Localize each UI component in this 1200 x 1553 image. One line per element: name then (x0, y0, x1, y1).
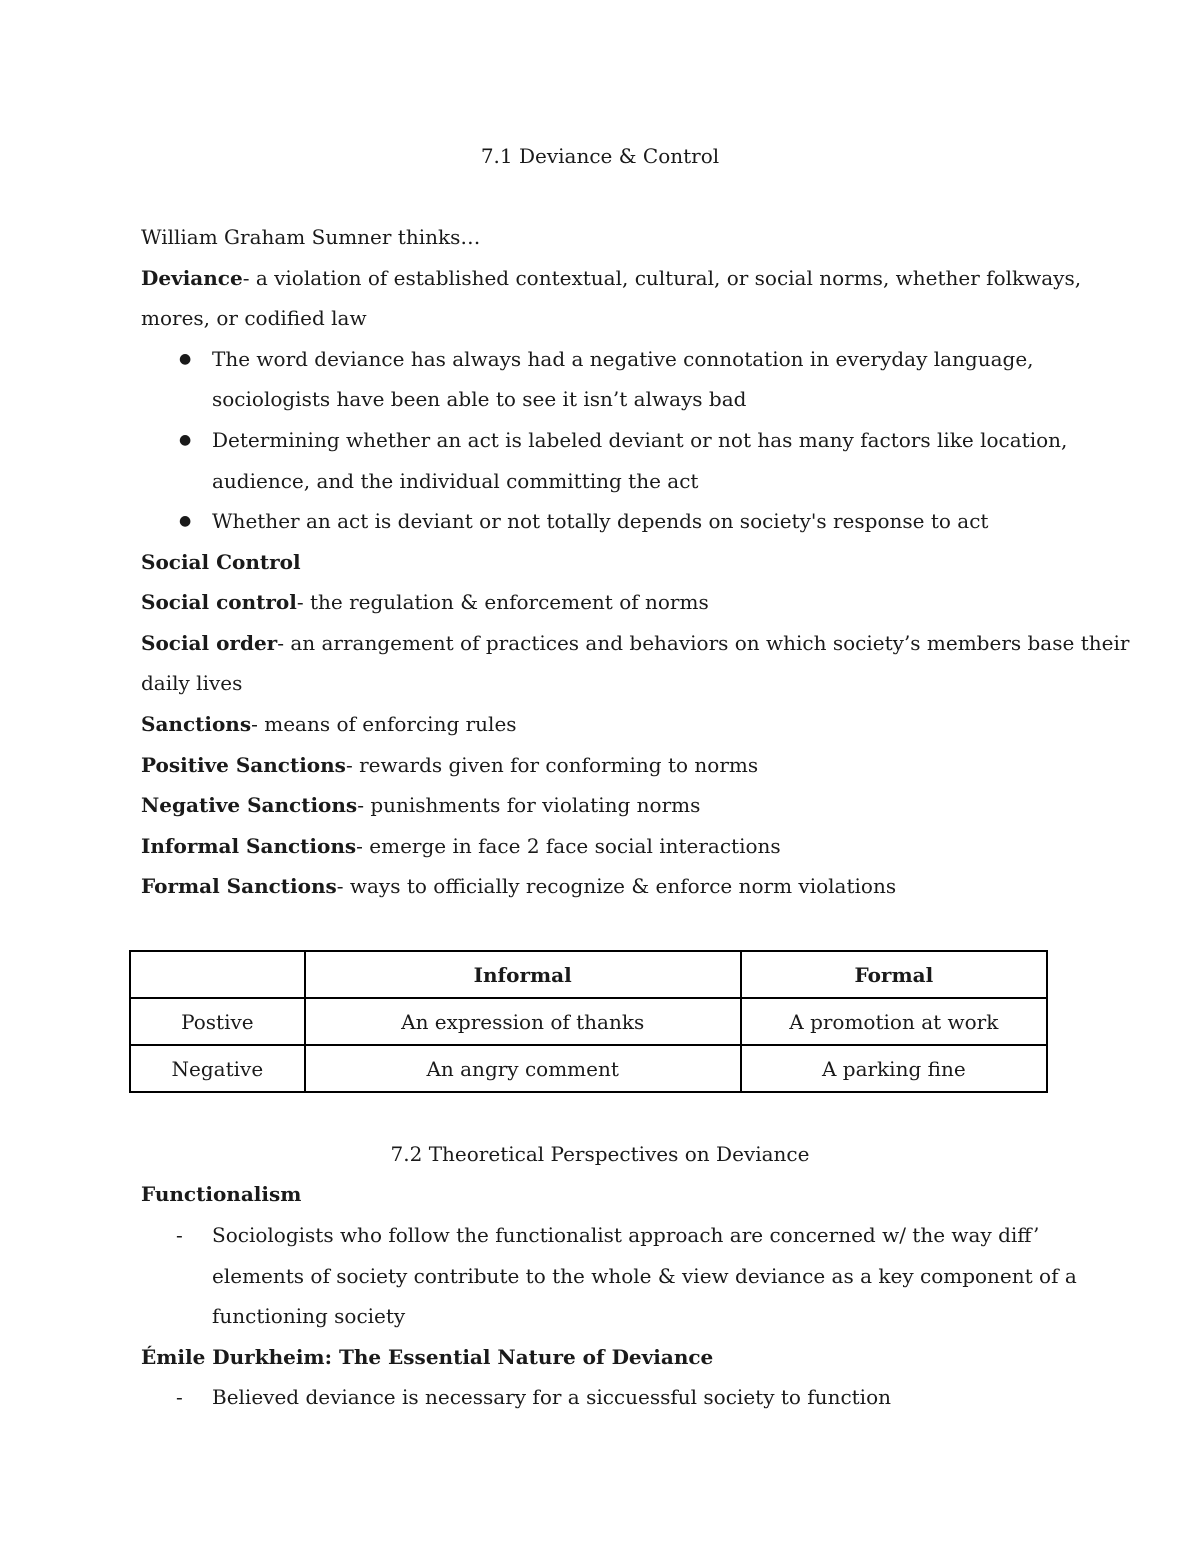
durkheim-heading: Émile Durkheim: The Essential Nature of Deviance (141, 1345, 714, 1369)
table-cell: A parking fine (741, 1045, 1047, 1092)
term-sanctions (141, 711, 517, 737)
deviance-def-continued: mores, or codified law (141, 306, 367, 330)
term-label: Informal Sanctions (141, 834, 357, 858)
bullet-icon: ● (179, 432, 192, 448)
table-cell: Negative (130, 1045, 305, 1092)
bullet-item-2-line-1: Determining whether an act is labeled deviant or not has many factors like location, (212, 428, 1068, 452)
term-label: Formal Sanctions (141, 874, 337, 898)
table-cell: An expression of thanks (305, 998, 741, 1045)
term-social-control (141, 589, 709, 615)
term-positive-sanctions (141, 752, 758, 778)
functionalism-heading: Functionalism (141, 1182, 302, 1206)
sanctions-table (129, 950, 1048, 1093)
table-cell: Postive (130, 998, 305, 1045)
social-control-heading: Social Control (141, 550, 301, 574)
term-label: Social control (141, 590, 297, 614)
term-label: Social order (141, 631, 278, 655)
bullet-item-1-line-2: sociologists have been able to see it isn’t always bad (212, 387, 747, 411)
deviance-definition (141, 265, 1081, 291)
term-label: Positive Sanctions (141, 753, 346, 777)
term-definition: - ways to officially recognize & enforce norm violations (336, 874, 897, 898)
term-negative-sanctions (141, 792, 700, 818)
functionalism-item-line-2: elements of society contribute to the whole & view deviance as a key component of a (212, 1264, 1077, 1288)
term-formal-sanctions (141, 873, 896, 899)
bullet-icon: ● (179, 351, 192, 367)
term-definition: - emerge in face 2 face social interactions (356, 834, 781, 858)
term-informal-sanctions (141, 833, 781, 859)
deviance-def-text: - a violation of established contextual, cultural, or social norms, whether folkways, (242, 266, 1082, 290)
table-cell: An angry comment (305, 1045, 741, 1092)
bullet-item-2-line-2: audience, and the individual committing the act (212, 469, 699, 493)
term-definition: - the regulation & enforcement of norms (296, 590, 709, 614)
term-social-order-continued: daily lives (141, 671, 243, 695)
intro-line: William Graham Sumner thinks… (141, 225, 481, 249)
table-header-cell: Informal (305, 951, 741, 998)
table-header-cell: Formal (741, 951, 1047, 998)
table-cell: A promotion at work (741, 998, 1047, 1045)
table-header-row (130, 951, 1047, 998)
section-title-7-2: 7.2 Theoretical Perspectives on Deviance (390, 1142, 810, 1166)
term-definition: - rewards given for conforming to norms (345, 753, 759, 777)
functionalism-item-line-1: Sociologists who follow the functionalist approach are concerned w/ the way diff’ (212, 1223, 1040, 1247)
term-definition: - means of enforcing rules (251, 712, 517, 736)
table-header-cell (130, 951, 305, 998)
table-row (130, 1045, 1047, 1092)
dash-marker: - (176, 1385, 183, 1409)
term-definition: - an arrangement of practices and behaviors on which society’s members base their (277, 631, 1130, 655)
term-social-order (141, 630, 1129, 656)
term-definition: - punishments for violating norms (357, 793, 701, 817)
term-label: Negative Sanctions (141, 793, 358, 817)
dash-marker: - (176, 1223, 183, 1247)
section-title-7-1: 7.1 Deviance & Control (480, 144, 720, 168)
deviance-term: Deviance (141, 266, 243, 290)
durkheim-item: Believed deviance is necessary for a siccuessful society to function (212, 1385, 892, 1409)
functionalism-item-line-3: functioning society (212, 1304, 406, 1328)
bullet-item-1-line-1: The word deviance has always had a negative connotation in everyday language, (212, 347, 1034, 371)
table-row (130, 998, 1047, 1045)
term-label: Sanctions (141, 712, 252, 736)
bullet-icon: ● (179, 513, 192, 529)
bullet-item-3: Whether an act is deviant or not totally depends on society's response to act (212, 509, 989, 533)
